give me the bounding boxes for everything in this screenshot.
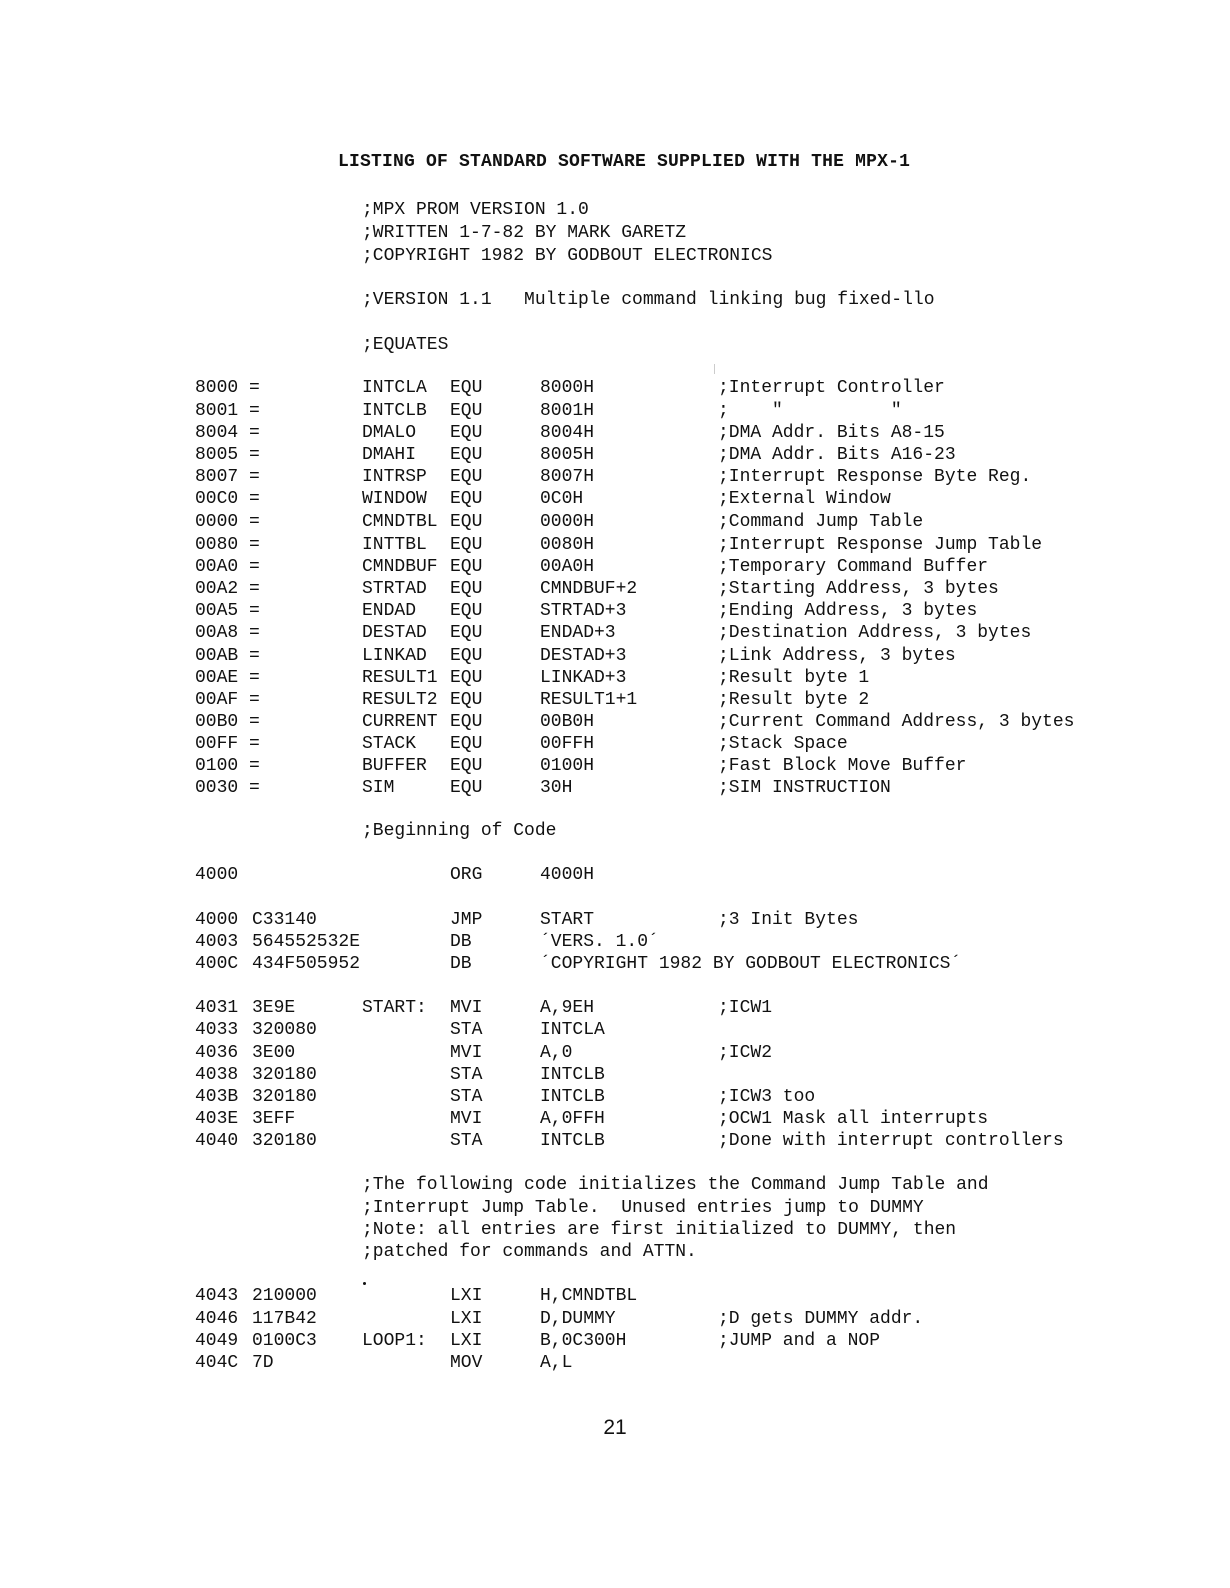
equate-op: EQU	[450, 778, 483, 798]
code-row	[0, 997, 1230, 1019]
equate-address: 00B0 =	[195, 712, 260, 732]
object-code: C33140	[252, 910, 317, 930]
equate-row	[0, 755, 1230, 777]
code-operand: ´COPYRIGHT 1982 BY GODBOUT ELECTRONICS´	[540, 954, 962, 974]
note-line	[0, 1219, 1230, 1241]
equate-op: EQU	[450, 557, 483, 577]
code-operand: A,0	[540, 1043, 573, 1063]
object-code: 3E00	[252, 1043, 296, 1063]
code-address: 4036	[195, 1043, 239, 1063]
object-code: 564552532E	[252, 932, 361, 952]
equate-row	[0, 733, 1230, 755]
object-code: 7D	[252, 1353, 274, 1373]
equate-address: 00A8 =	[195, 623, 260, 643]
code-operand: H,CMNDTBL	[540, 1286, 638, 1306]
code-row	[0, 1064, 1230, 1086]
equate-label: INTRSP	[362, 467, 427, 487]
equate-comment: ;Result byte 2	[718, 690, 870, 710]
code-operand: ´VERS. 1.0´	[540, 932, 659, 952]
equate-op: EQU	[450, 467, 483, 487]
equate-op: EQU	[450, 512, 483, 532]
code-row	[0, 953, 1230, 975]
equate-label: DESTAD	[362, 623, 427, 643]
equate-value: 8000H	[540, 378, 595, 398]
equate-value: STRTAD+3	[540, 601, 627, 621]
equate-value: DESTAD+3	[540, 646, 627, 666]
code-operand: INTCLB	[540, 1131, 605, 1151]
equate-op: EQU	[450, 423, 483, 443]
equate-comment: ;Link Address, 3 bytes	[718, 646, 956, 666]
code-label: LOOP1:	[362, 1331, 427, 1351]
code-address: 400C	[195, 954, 239, 974]
equate-op: EQU	[450, 401, 483, 421]
equate-comment: ;SIM INSTRUCTION	[718, 778, 891, 798]
equate-label: ENDAD	[362, 601, 417, 621]
code-row	[0, 1019, 1230, 1041]
code-address: 403B	[195, 1087, 239, 1107]
equate-address: 0000 =	[195, 512, 260, 532]
code-row	[0, 931, 1230, 953]
code-address: 4003	[195, 932, 239, 952]
equate-value: 0000H	[540, 512, 595, 532]
equate-value: 8004H	[540, 423, 595, 443]
equate-value: 00B0H	[540, 712, 595, 732]
code-row	[0, 1130, 1230, 1152]
equate-address: 00A5 =	[195, 601, 260, 621]
code-address: 4033	[195, 1020, 239, 1040]
equates-heading: ;EQUATES	[362, 335, 449, 355]
code-op: STA	[450, 1065, 483, 1085]
equate-address: 8005 =	[195, 445, 260, 465]
equate-label: STACK	[362, 734, 417, 754]
equate-comment: ;Destination Address, 3 bytes	[718, 623, 1032, 643]
object-code: 434F505952	[252, 954, 361, 974]
equate-op: EQU	[450, 668, 483, 688]
equate-row	[0, 488, 1230, 510]
code-row	[0, 1042, 1230, 1064]
equate-value: ENDAD+3	[540, 623, 616, 643]
equate-comment: ;DMA Addr. Bits A16-23	[718, 445, 956, 465]
code-row	[0, 1285, 1230, 1307]
object-code: 3E9E	[252, 998, 296, 1018]
equate-address: 0080 =	[195, 535, 260, 555]
equate-row	[0, 556, 1230, 578]
code-comment: ;JUMP and a NOP	[718, 1331, 881, 1351]
equate-address: 0030 =	[195, 778, 260, 798]
equate-value: 30H	[540, 778, 573, 798]
code-address: 4000	[195, 910, 239, 930]
equate-value: CMNDBUF+2	[540, 579, 638, 599]
equate-label: CMNDBUF	[362, 557, 438, 577]
equate-label: WINDOW	[362, 489, 427, 509]
code-address: 403E	[195, 1109, 239, 1129]
equate-comment: ;Fast Block Move Buffer	[718, 756, 967, 776]
code-comment: ;Done with interrupt controllers	[718, 1131, 1064, 1151]
equate-label: DMALO	[362, 423, 417, 443]
version-comment: ;VERSION 1.1 Multiple command linking bug fixed-llo	[362, 290, 935, 310]
code-row	[0, 1330, 1230, 1352]
equate-op: EQU	[450, 601, 483, 621]
code-operand: INTCLB	[540, 1087, 605, 1107]
code-row	[0, 1108, 1230, 1130]
equate-value: 8005H	[540, 445, 595, 465]
code-address: 4043	[195, 1286, 239, 1306]
code-address: 4031	[195, 998, 239, 1018]
equate-value: 0080H	[540, 535, 595, 555]
equate-row	[0, 578, 1230, 600]
equate-row	[0, 711, 1230, 733]
equate-value: 00FFH	[540, 734, 595, 754]
equate-value: RESULT1+1	[540, 690, 638, 710]
equate-op: EQU	[450, 623, 483, 643]
code-row	[0, 1352, 1230, 1374]
equate-comment: ; " "	[718, 401, 902, 421]
object-code: 117B42	[252, 1309, 317, 1329]
note-text: ;Interrupt Jump Table. Unused entries jump to DUMMY	[362, 1198, 924, 1218]
code-row	[0, 1086, 1230, 1108]
code-comment: ;3 Init Bytes	[718, 910, 859, 930]
equate-address: 00AF =	[195, 690, 260, 710]
equate-row	[0, 667, 1230, 689]
equate-comment: ;DMA Addr. Bits A8-15	[718, 423, 945, 443]
code-row	[0, 1308, 1230, 1330]
equate-op: EQU	[450, 734, 483, 754]
equate-op: EQU	[450, 445, 483, 465]
equate-row	[0, 689, 1230, 711]
equate-address: 0100 =	[195, 756, 260, 776]
equate-label: STRTAD	[362, 579, 427, 599]
code-op: MVI	[450, 1043, 483, 1063]
org-address: 4000	[195, 865, 239, 885]
equate-row	[0, 466, 1230, 488]
equate-op: EQU	[450, 489, 483, 509]
code-operand: INTCLB	[540, 1065, 605, 1085]
equate-comment: ;Interrupt Response Jump Table	[718, 535, 1043, 555]
equate-comment: ;Starting Address, 3 bytes	[718, 579, 999, 599]
code-address: 4040	[195, 1131, 239, 1151]
code-op: DB	[450, 932, 472, 952]
header-comment: ;COPYRIGHT 1982 BY GODBOUT ELECTRONICS	[362, 246, 773, 266]
equate-row	[0, 422, 1230, 444]
equate-value: 8001H	[540, 401, 595, 421]
equate-label: LINKAD	[362, 646, 427, 666]
equate-label: DMAHI	[362, 445, 417, 465]
equate-row	[0, 511, 1230, 533]
equate-row	[0, 400, 1230, 422]
code-address: 4046	[195, 1309, 239, 1329]
equate-address: 00AE =	[195, 668, 260, 688]
note-line	[0, 1197, 1230, 1219]
equate-label: SIM	[362, 778, 395, 798]
equates-heading-line	[0, 334, 1230, 356]
page-title: LISTING OF STANDARD SOFTWARE SUPPLIED WITH THE MPX-1	[338, 152, 911, 172]
code-row	[0, 909, 1230, 931]
equate-row	[0, 444, 1230, 466]
equate-comment: ;Command Jump Table	[718, 512, 924, 532]
code-operand: A,9EH	[540, 998, 595, 1018]
equate-address: 00A2 =	[195, 579, 260, 599]
code-op: LXI	[450, 1286, 483, 1306]
code-comment: ;OCW1 Mask all interrupts	[718, 1109, 989, 1129]
code-operand: INTCLA	[540, 1020, 605, 1040]
equate-address: 8007 =	[195, 467, 260, 487]
object-code: 210000	[252, 1286, 317, 1306]
equate-label: BUFFER	[362, 756, 427, 776]
equate-value: 0100H	[540, 756, 595, 776]
equate-label: CURRENT	[362, 712, 438, 732]
header-comment-line	[0, 245, 1230, 267]
code-address: 4049	[195, 1331, 239, 1351]
note-text: ;The following code initializes the Command Jump Table and	[362, 1175, 989, 1195]
object-code: 320080	[252, 1020, 317, 1040]
equate-comment: ;Temporary Command Buffer	[718, 557, 989, 577]
equate-value: LINKAD+3	[540, 668, 627, 688]
code-op: STA	[450, 1020, 483, 1040]
equate-row	[0, 777, 1230, 799]
equate-op: EQU	[450, 690, 483, 710]
header-comment: ;WRITTEN 1-7-82 BY MARK GARETZ	[362, 223, 687, 243]
object-code: 320180	[252, 1131, 317, 1151]
code-op: DB	[450, 954, 472, 974]
equate-address: 00C0 =	[195, 489, 260, 509]
equate-op: EQU	[450, 756, 483, 776]
equate-op: EQU	[450, 579, 483, 599]
object-code: 3EFF	[252, 1109, 296, 1129]
code-address: 404C	[195, 1353, 239, 1373]
object-code: 0100C3	[252, 1331, 317, 1351]
code-operand: A,L	[540, 1353, 573, 1373]
header-comment: ;MPX PROM VERSION 1.0	[362, 200, 589, 220]
equate-label: INTCLA	[362, 378, 427, 398]
code-op: STA	[450, 1087, 483, 1107]
equate-op: EQU	[450, 535, 483, 555]
equate-label: RESULT1	[362, 668, 438, 688]
code-operand: A,0FFH	[540, 1109, 605, 1129]
equate-row	[0, 600, 1230, 622]
org-op: ORG	[450, 865, 483, 885]
equate-label: RESULT2	[362, 690, 438, 710]
version-line	[0, 289, 1230, 311]
equate-label: CMNDTBL	[362, 512, 438, 532]
header-comment-line	[0, 222, 1230, 244]
equate-label: INTCLB	[362, 401, 427, 421]
equate-comment: ;Current Command Address, 3 bytes	[718, 712, 1075, 732]
equate-comment: ;Interrupt Controller	[718, 378, 945, 398]
equate-comment: ;Interrupt Response Byte Reg.	[718, 467, 1032, 487]
equate-label: INTTBL	[362, 535, 427, 555]
org-row	[0, 864, 1230, 886]
equate-address: 00FF =	[195, 734, 260, 754]
code-op: STA	[450, 1131, 483, 1151]
equate-row	[0, 645, 1230, 667]
code-heading-line	[0, 820, 1230, 842]
code-comment: ;D gets DUMMY addr.	[718, 1309, 924, 1329]
code-operand: D,DUMMY	[540, 1309, 616, 1329]
code-operand: B,0C300H	[540, 1331, 627, 1351]
equate-comment: ;External Window	[718, 489, 891, 509]
equate-value: 00A0H	[540, 557, 595, 577]
equate-comment: ;Ending Address, 3 bytes	[718, 601, 978, 621]
code-comment: ;ICW3 too	[718, 1087, 816, 1107]
equate-value: 0C0H	[540, 489, 584, 509]
faint-separator-mark	[714, 364, 715, 374]
equate-address: 00AB =	[195, 646, 260, 666]
equate-address: 00A0 =	[195, 557, 260, 577]
page-number: 21	[603, 1416, 627, 1439]
equate-comment: ;Result byte 1	[718, 668, 870, 688]
code-comment: ;ICW1	[718, 998, 773, 1018]
equate-op: EQU	[450, 712, 483, 732]
note-line	[0, 1174, 1230, 1196]
equate-row	[0, 622, 1230, 644]
equate-value: 8007H	[540, 467, 595, 487]
code-op: MOV	[450, 1353, 483, 1373]
equate-row	[0, 377, 1230, 399]
equate-address: 8001 =	[195, 401, 260, 421]
code-operand: START	[540, 910, 595, 930]
code-address: 4038	[195, 1065, 239, 1085]
object-code: 320180	[252, 1087, 317, 1107]
code-comment: ;ICW2	[718, 1043, 773, 1063]
code-op: MVI	[450, 998, 483, 1018]
equate-op: EQU	[450, 378, 483, 398]
equate-op: EQU	[450, 646, 483, 666]
org-value: 4000H	[540, 865, 595, 885]
code-label: START:	[362, 998, 427, 1018]
note-text: ;Note: all entries are first initialized to DUMMY, then	[362, 1220, 957, 1240]
equate-address: 8000 =	[195, 378, 260, 398]
note-line	[0, 1241, 1230, 1263]
equate-address: 8004 =	[195, 423, 260, 443]
note-text: ;patched for commands and ATTN.	[362, 1242, 697, 1262]
equate-row	[0, 534, 1230, 556]
code-op: JMP	[450, 910, 483, 930]
code-heading: ;Beginning of Code	[362, 821, 557, 841]
equate-comment: ;Stack Space	[718, 734, 848, 754]
code-op: LXI	[450, 1309, 483, 1329]
object-code: 320180	[252, 1065, 317, 1085]
header-comment-line	[0, 199, 1230, 221]
code-op: LXI	[450, 1331, 483, 1351]
code-op: MVI	[450, 1109, 483, 1129]
